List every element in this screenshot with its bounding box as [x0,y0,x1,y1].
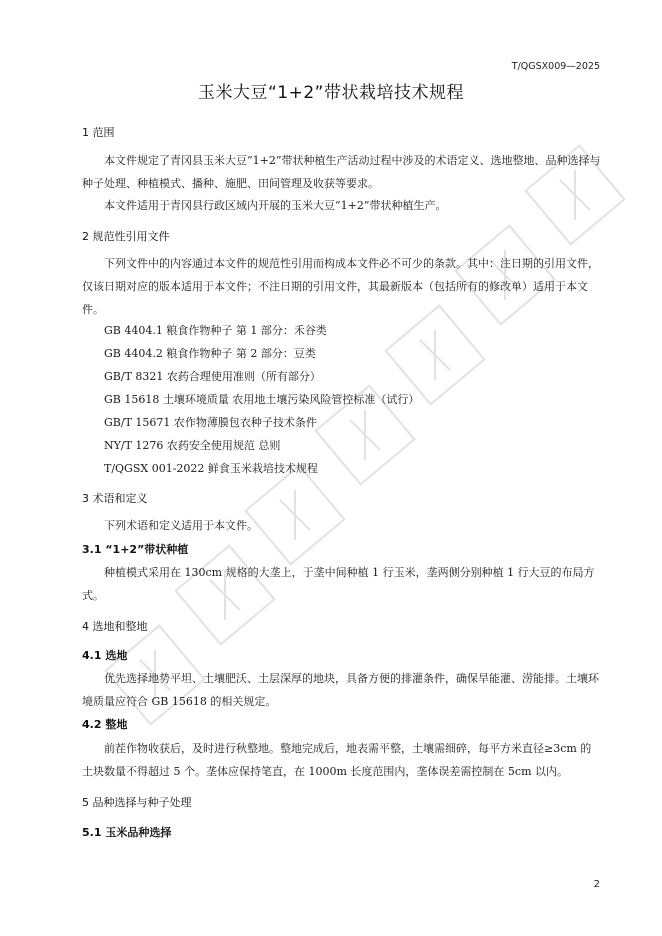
section-1-heading: 1 范围 [82,126,115,139]
reference-item: T/QGSX 001-2022 鲜食玉米栽培技术规程 [104,462,318,475]
section-3-1-heading: 3.1 “1+2”带状种植 [82,543,189,556]
section-3-1-paragraph: 种植模式采用在 130cm 规格的大垄上，于垄中间种植 1 行玉米，垄两侧分别种植 1 行大豆的布局方式。 [82,566,595,602]
section-3-paragraph-1: 下列术语和定义适用于本文件。 [104,519,258,532]
section-4-2-heading: 4.2 整地 [82,718,128,731]
reference-item: GB 4404.2 粮食作物种子 第 2 部分：豆类 [104,347,316,360]
section-1-paragraph-2: 本文件适用于青冈县行政区域内开展的玉米大豆“1+2”带状种植生产。 [104,199,447,212]
section-5-heading: 5 品种选择与种子处理 [82,796,192,809]
reference-item: GB 4404.1 粮食作物种子 第 1 部分：禾谷类 [104,324,327,337]
reference-item: GB 15618 土壤环境质量 农用地土壤污染风险管控标准（试行） [104,393,420,406]
section-4-2-paragraph: 前茬作物收获后，及时进行秋整地。整地完成后，地表需平整，土壤需细碎，每平方米直径≥3cm 的土块数量不得超过 5 个。垄体应保持笔直，在 1000m 长度范围内，垄体误差需控制在 5cm 以内。 [82,742,592,778]
section-1-paragraph-1: 本文件规定了青冈县玉米大豆“1+2”带状种植生产活动过程中涉及的术语定义、选地整地、品种选择与种子处理、种植模式、播种、施肥、田间管理及收获等要求。 [82,154,601,190]
page-number: 2 [593,879,600,890]
section-4-1-heading: 4.1 选地 [82,649,128,662]
section-4-1-paragraph: 优先选择地势平坦、土壤肥沃、土层深厚的地块，具备方便的排灌条件，确保旱能灌、涝能排。土壤环境质量应符合 GB 15618 的相关规定。 [82,672,599,708]
document-title: 玉米大豆“1+2”带状栽培技术规程 [198,83,464,103]
section-5-1-heading: 5.1 玉米品种选择 [82,826,172,839]
section-3-heading: 3 术语和定义 [82,492,148,505]
reference-item: NY/T 1276 农药安全使用规范 总则 [104,439,281,452]
standard-code: T/QGSX009—2025 [511,61,600,72]
section-2-paragraph-1: 下列文件中的内容通过本文件的规范性引用而构成本文件必不可少的条款。其中：注日期的引用文件，仅该日期对应的版本适用于本文件；不注日期的引用文件，其最新版本（包括所有的修改单）适用于本文件。 [82,257,599,316]
section-4-heading: 4 选地和整地 [82,620,148,633]
reference-item: GB/T 8321 农药合理使用准则（所有部分） [104,370,321,383]
reference-item: GB/T 15671 农作物薄膜包衣种子技术条件 [104,416,317,429]
section-2-heading: 2 规范性引用文件 [82,230,170,243]
